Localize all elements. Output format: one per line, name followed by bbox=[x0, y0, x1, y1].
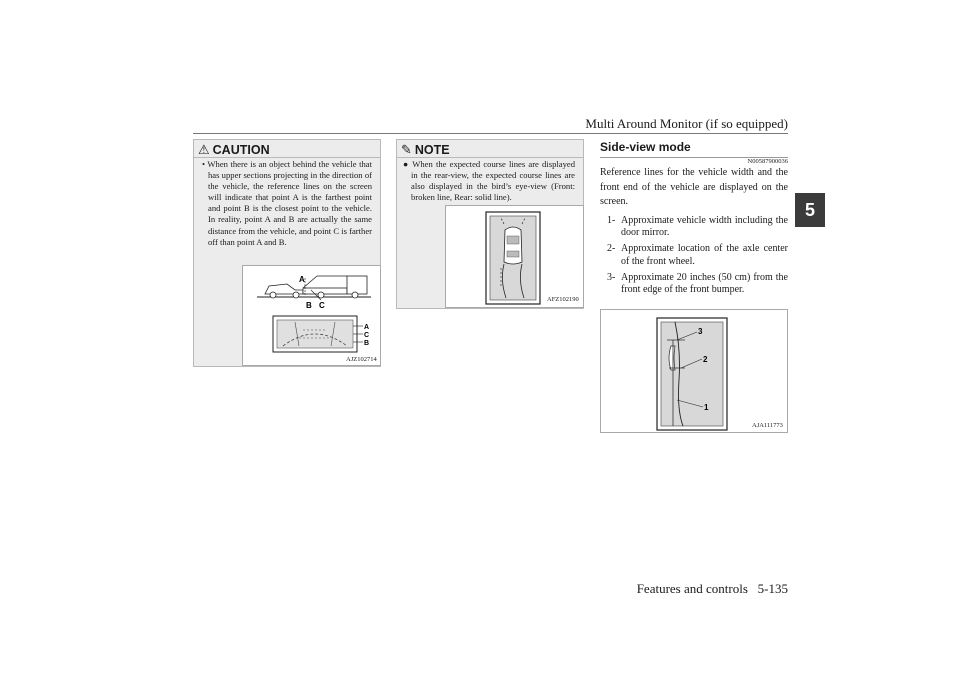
header-divider bbox=[193, 133, 788, 134]
page-number: 5-135 bbox=[757, 581, 788, 596]
note-divider bbox=[397, 157, 583, 158]
figure-id: AJZ102714 bbox=[346, 356, 377, 363]
birds-eye-view-illustration bbox=[446, 206, 583, 307]
callout-1: 1 bbox=[704, 403, 709, 412]
caution-divider bbox=[194, 157, 380, 158]
monitor-label-c: C bbox=[364, 332, 370, 339]
list-item-number: 3- bbox=[607, 271, 616, 283]
list-item bbox=[607, 272, 788, 297]
list-item-text: Approximate location of the axle center of the front wheel. bbox=[621, 243, 788, 267]
figure-label-b: B bbox=[306, 301, 312, 310]
monitor-label-a: A bbox=[364, 324, 370, 331]
note-box bbox=[396, 139, 584, 309]
section-paragraph: Reference lines for the vehicle width and the front end of the vehicle are displayed on the screen. bbox=[600, 167, 788, 208]
caution-box bbox=[193, 139, 381, 367]
caution-figure bbox=[242, 265, 381, 366]
callout-3: 3 bbox=[698, 327, 703, 336]
list-item-number: 2- bbox=[607, 243, 616, 255]
list-item bbox=[607, 215, 788, 240]
side-view-figure bbox=[600, 309, 788, 433]
note-pencil-icon: ✎ bbox=[401, 142, 412, 157]
footer-section: Features and controls bbox=[636, 581, 748, 596]
figure-id: AJA111773 bbox=[752, 422, 783, 429]
warning-triangle-icon: ⚠ bbox=[198, 142, 210, 157]
caution-text: • When there is an object behind the vehicle that has upper sections projecting in the direction of the vehicle, the reference lines on the screen will indicate that point A is the farthest point and point B is the closest point to the vehicle. In reality, point A and B are actually the same distance from the vehicle, and point C is farther off than point A and B. bbox=[202, 159, 372, 247]
note-heading bbox=[401, 142, 450, 158]
figure-label-a: A bbox=[299, 275, 305, 284]
note-text: ● When the expected course lines are displayed in the rear-view, the expected course lines are also displayed in the bird’s eye-view (Front: broken line, Rear: solid line). bbox=[403, 159, 575, 203]
running-header: Multi Around Monitor (if so equipped) bbox=[585, 116, 788, 131]
list-item-text: Approximate 20 inches (50 cm) from the front edge of the front bumper. bbox=[621, 271, 788, 296]
note-figure bbox=[445, 205, 584, 308]
note-label: NOTE bbox=[414, 143, 450, 157]
figure-id: AFZ102190 bbox=[547, 296, 579, 303]
callout-2: 2 bbox=[703, 355, 708, 364]
caution-heading bbox=[198, 142, 270, 158]
section-title: Side-view mode bbox=[600, 140, 691, 154]
chapter-tab: 5 bbox=[795, 193, 825, 227]
list-item bbox=[607, 243, 788, 268]
reference-line-list bbox=[607, 215, 788, 300]
monitor-label-b: B bbox=[364, 340, 370, 347]
side-view-illustration bbox=[601, 310, 787, 432]
section-code: N00587900036 bbox=[747, 158, 788, 165]
figure-label-c: C bbox=[319, 301, 325, 310]
caution-label: CAUTION bbox=[212, 143, 270, 157]
tow-truck-illustration bbox=[243, 266, 380, 365]
list-item-text: Approximate vehicle width including the door mirror. bbox=[621, 215, 788, 239]
list-item-number: 1- bbox=[607, 215, 616, 226]
page-footer bbox=[560, 581, 788, 597]
